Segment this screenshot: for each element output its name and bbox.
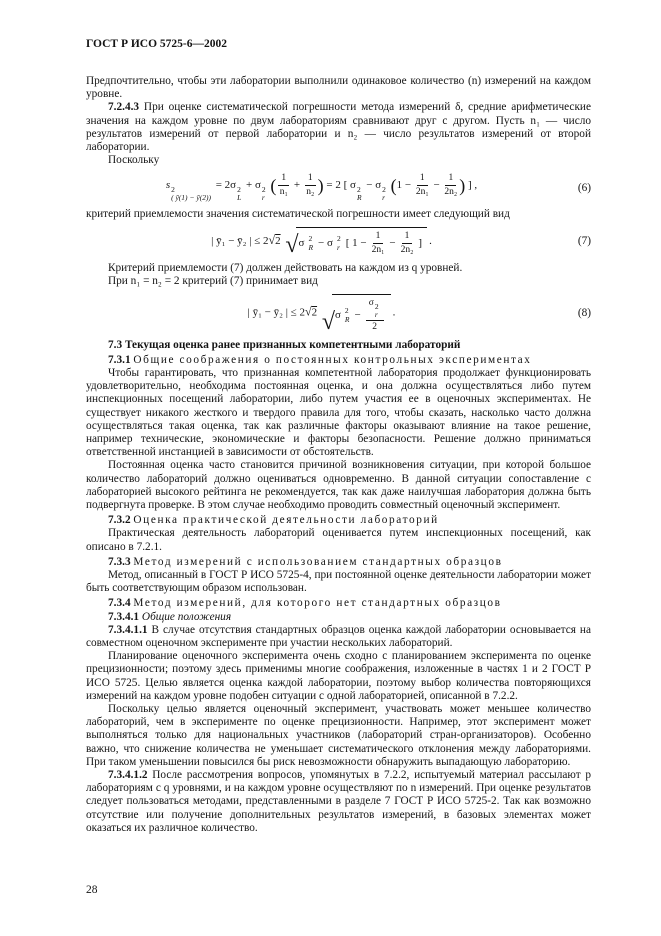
clause-number: 7.3.1 [108,353,131,366]
math-token: 1 − [396,179,412,192]
paragraph-7-2-4-3 [86,101,591,154]
paragraph: Постоянная оценка часто становится причиной возникновения ситуации, при которой большое количество лабораторий должно оцениваться одновременно. В данной ситуации сопоставление с лабораторией высокого рейтинга не рекомендуется, так как даже наилучшая лаборатория должна быть подвергнута проверке. В этом случае необходимо проводить совместный оценочный эксперимент. [86,459,591,511]
fraction-denominator: n₁ [279,187,288,198]
math-fraction [416,173,429,198]
math-sub: R [308,242,314,252]
paragraph: Планирование оценочного эксперимента очень сходно с планированием эксперимента по оценке прецизионности; поэтому здесь применимы многие соображения, изложенные в частях 1 и 2 ГОСТ Р ИСО 5725. Целью является оценка каждой лаборатории, поэтому выбор количества повторяющихся измерений на каждом уровне подобен ситуации с одной лабораторией, описанной в 7.2.2. [86,650,591,702]
math-token: . [429,234,432,247]
paragraph: Метод, описанный в ГОСТ Р ИСО 5725-4, при постоянной оценке деятельности лаборатории может быть соответствующим образом использован. [86,568,591,595]
clause-number: 7.2.4.3 [108,101,140,114]
section-heading-7-3-1 [86,354,591,367]
heading-text: Общие соображения о постоянных контрольных экспериментах [133,353,532,366]
equation-7 [86,227,591,259]
paragraph: Чтобы гарантировать, что признанная компетентной лаборатория продолжает функционировать удовлетворительно, необходима постоянная оценка, и она должна осуществляться либо путем инспекционных посещений лаборатории, либо путем участия ее в оценочных экспериментах. Не существует никакого жесткого и твердого правила для того, чтобы сказать, насколько часто должна осуществляться такая оценка, так как различные факторы оказывают влияние на такое решение, например технические, экономические и факторы безопасности. Решение должно приниматься ответственной инстанцией в зависимости от обстоятельств. [86,366,591,459]
document-header: ГОСТ Р ИСО 5725-6—2002 [86,38,228,50]
clause-number: 7.3.4.1.2 [108,769,148,781]
paragraph-text: При оценке систематической погрешности метода измерений δ, средние арифметические значения на каждом уровне по двум лабораториям сравнивают друг с другом. Пусть n₁ — число результатов измерений от первой лаборатории и n₂ — число результатов измерений от второй лаборатории. [86,101,591,154]
paragraph-continuation: критерий приемлемости значения систематической погрешности имеет следующий вид [86,207,510,220]
math-token: − σ [366,179,382,192]
heading-text: Оценка практической деятельности лабораторий [133,514,439,527]
right-paren: ) [317,175,324,196]
math-fraction [372,231,385,256]
radical-icon: √ [285,232,299,259]
left-paren: ( [390,175,397,196]
math-supsub [237,186,241,202]
page-number: 28 [86,884,98,896]
math-sub: R [356,193,362,203]
fraction-numerator: 1 [305,173,316,186]
paragraph-7-3-4-1-2 [86,769,591,835]
clause-number: 7.3.4.1.1 [108,623,148,636]
section-heading-7-3: 7.3 Текущая оценка ранее признанных компетентными лабораторий [108,338,461,351]
math-fraction [401,231,414,256]
math-token: + σ [246,179,261,192]
math-sup: 2 [336,234,341,244]
math-fraction [305,173,316,198]
math-sub: ( ȳ(1) − ȳ(2)) [171,193,211,203]
section-heading-7-3-2 [86,514,591,527]
math-fraction [278,173,289,198]
fraction-numerator: 1 [373,231,384,244]
math-token: 2 [275,234,281,247]
math-sup: 2 [356,184,361,194]
paragraph: Практическая деятельность лабораторий оценивается путем инспекционных посещений, как описано в 7.2.1. [86,527,591,553]
fraction-numerator: 1 [278,173,289,186]
math-supsub [171,186,211,202]
math-fraction [366,298,384,332]
radical-icon: √ [321,309,335,336]
fraction-numerator: 1 [417,173,428,186]
sqrt-content [332,294,391,332]
section-heading-7-3-4 [86,597,591,610]
math-token: | ȳ₁ − ȳ₂ | ≤ 2 [247,306,305,319]
math-token: − [433,179,440,192]
radical-icon: √ [304,304,312,319]
math-token: | ȳ₁ − ȳ₂ | ≤ 2 [211,234,269,247]
paragraph-7-3-4-1-1 [86,624,591,650]
math-sqrt [285,227,427,259]
math-token: σ [298,237,305,250]
math-token: ] , [467,179,478,192]
fraction-denominator: 2n₁ [415,187,429,198]
math-supsub [308,235,313,251]
paragraph-text: В случае отсутствия стандартных образцов оценка каждой лаборатории основывается на совместном оценочном эксперименте при участии нескольких лабораторий. [86,623,591,649]
equation-8-body [86,294,557,336]
paragraph: Поскольку целью является оценочный эксперимент, участвовать может меньшее количество лабораторий, чем в эксперименте по оценке прецизионности. Например, этот эксперимент может выполняться только для национальных участников (лабораторий стран-организаторов). Особенно важно, что снижение количества не уменьшает систематического отклонения между лабораториями. При таком уменьшении повысился бы риск невозможности обнаружить выпадающую лабораторию. [86,702,591,768]
math-token: . [392,306,396,319]
left-paren: ( [270,175,277,196]
math-token: = 2 [ [326,179,348,192]
math-token: + [293,179,301,192]
equation-8 [86,294,591,336]
heading-text: Метод измерений, для которого нет стандартных образцов [133,597,502,610]
math-sup: 2 [344,306,349,316]
math-token: σ [368,298,374,309]
math-token: = 2σ [215,179,237,192]
math-sub: L [237,193,242,203]
math-supsub [262,186,266,202]
equation-number: (6) [577,181,591,194]
right-paren: ) [459,175,466,196]
section-heading-7-3-4-1 [86,611,591,624]
equation-6 [86,173,591,201]
math-fraction [444,173,457,198]
math-supsub [375,303,379,319]
math-token: σ [350,179,356,192]
fraction-denominator: n₂ [306,187,315,198]
fraction-numerator [366,298,384,320]
math-supsub [382,186,386,202]
sqrt-content [296,227,428,256]
paragraph-continuation: Предпочтительно, чтобы эти лаборатории выполнили одинаковое количество (n) измерений на каждом уровне. [86,75,591,101]
math-supsub [337,235,341,251]
heading-text: Общие положения [141,610,232,623]
fraction-denominator: 2n₁ [371,244,385,255]
equation-number: (8) [577,307,591,320]
math-sub: r [261,193,265,203]
math-sub: r [382,193,386,203]
equation-number: (7) [577,235,591,248]
radical-icon: √ [268,232,276,247]
math-token: s [165,179,171,192]
fraction-denominator: 2n₂ [444,187,458,198]
clause-number: 7.3.4 [108,597,131,610]
paragraph-text: После рассмотрения вопросов, упомянутых в 7.2.2, испытуемый материал рассылают p лабораториям с q уровнями, и на каждом уровне осуществляют по n измерений. При оценке результатов следует пользоваться методами, представленными в разделе 7 ГОСТ Р ИСО 5725-2. Так как возможно отсутствие или получение дополнительных результатов измерений, в базовых элементах может оказаться их различное количество. [86,769,591,834]
fraction-denominator: 2 [372,321,378,332]
math-sup: 2 [171,184,175,194]
equation-6-body [86,173,557,201]
math-token: ] [418,237,423,250]
math-sup: 2 [374,301,379,311]
fraction-denominator: 2n₂ [400,244,414,255]
math-token: − [389,237,396,250]
clause-number: 7.3.2 [108,514,131,527]
math-token: 2 [311,306,318,319]
math-sub: r [374,310,378,320]
section-heading-7-3-3 [86,556,591,569]
math-token: σ [334,309,341,322]
math-sub: r [336,242,340,252]
fraction-numerator: 1 [402,231,413,244]
math-sup: 2 [261,184,266,194]
math-token: − [354,309,361,322]
math-token: [ 1 − [345,237,367,250]
math-sup: 2 [237,184,241,194]
math-sup: 2 [308,234,313,244]
paragraph: При n₁ = n₂ = 2 критерий (7) принимает вид [108,275,318,287]
math-supsub [357,186,362,202]
math-sub: R [344,314,350,324]
equation-7-body [86,227,557,259]
fraction-numerator: 1 [445,173,456,186]
paragraph-lead-in: Поскольку [108,154,160,167]
math-token: − σ [318,237,333,250]
heading-text: Метод измерений с использованием стандартных образцов [133,555,503,568]
paragraph: Критерий приемлемости (7) должен действовать на каждом из q уровней. [108,261,463,274]
clause-number: 7.3.4.1 [108,610,140,623]
math-sup: 2 [382,184,386,194]
math-sqrt [321,294,391,336]
clause-number: 7.3.3 [108,555,131,568]
math-supsub [345,307,350,323]
